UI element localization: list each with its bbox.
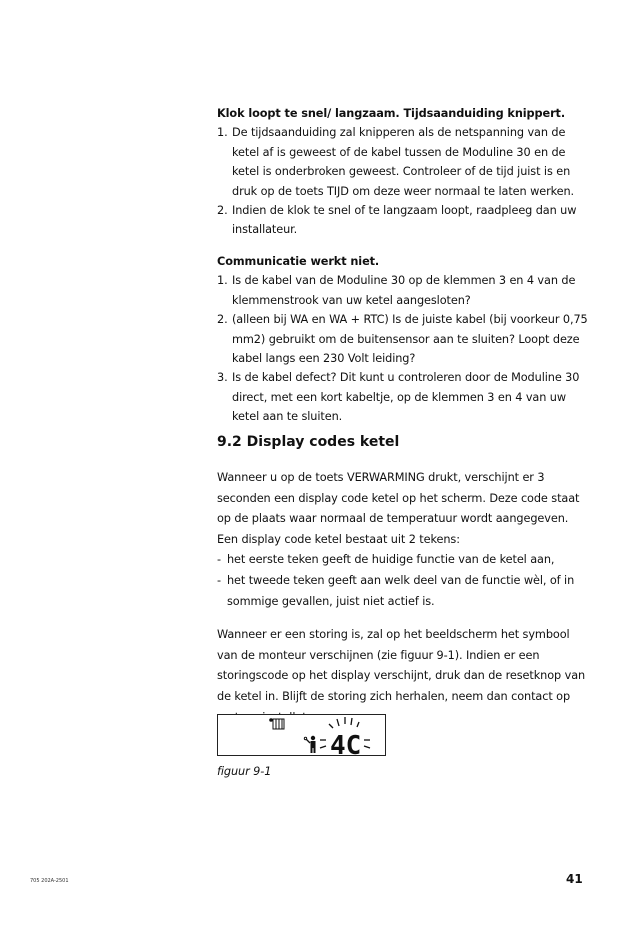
bullet-item: - het eerste teken geeft de huidige functie van de ketel aan, <box>217 553 555 567</box>
section-display-codes <box>217 468 589 728</box>
paragraph: Wanneer er een storing is, zal op het beeldscherm het symbool van de monteur verschijnen (zie figuur 9-1). Indien er een storingscode op het display verschijnt, druk dan de resetknop van de ketel in. Blijft de storing zich herhalen, neem dan contact op <box>217 628 586 703</box>
section-clock-list <box>217 123 589 239</box>
doc-code: 705 202A-2501 <box>30 878 69 884</box>
list-item: 3. Is de kabel defect? Dit kunt u controleren door de Moduline 30 direct, met een kort kabeltje, op de klemmen 3 en 4 van uw ketel aan te sluiten. <box>217 371 580 424</box>
section-clock <box>217 104 589 240</box>
page-number: 41 <box>566 872 583 886</box>
section-heading-display-codes: 9.2 Display codes ketel <box>217 434 400 450</box>
list-item: 2. (alleen bij WA en WA + RTC) Is de juiste kabel (bij voorkeur 0,75 mm2) gebruikt om de buitensensor aan te sluiten? Loopt deze kabel langs een 230 Volt leiding? <box>217 313 588 366</box>
bullet-item: - het tweede teken geeft aan welk deel van de functie wèl, of in sommige gevallen, juist niet actief is. <box>217 573 575 608</box>
list-item: 1. De tijdsaanduiding zal knipperen als de netspanning van de ketel af is geweest of de kabel tussen de Moduline 30 en de ketel is onderbroken geweest. Controleer of de tijd juist is en druk op de toets TIJD om deze weer normaal te laten werken. <box>217 126 575 198</box>
lcd-display-figure <box>217 714 386 756</box>
paragraph: Wanneer u op de toets VERWARMING drukt, verschijnt er 3 seconden een display code ketel op het scherm. Deze code staat op de plaats waar normaal de temperatuur wordt aangegeven. Een display code ketel bestaat uit 2 tekens: <box>217 471 580 546</box>
lcd-display-svg <box>217 714 386 756</box>
section-communication-heading: Communicatie werkt niet. <box>217 255 380 268</box>
section-clock-heading: Klok loopt te snel/ langzaam. Tijdsaanduiding knippert. <box>217 107 566 120</box>
section-communication <box>217 252 589 427</box>
lcd-code: 4C <box>330 731 362 756</box>
list-item: 2. Indien de klok te snel of te langzaam loopt, raadpleeg dan uw installateur. <box>217 204 577 237</box>
section-communication-list <box>217 271 589 426</box>
list-item: 1. Is de kabel van de Moduline 30 op de klemmen 3 en 4 van de klemmenstrook van uw ketel aangesloten? <box>217 274 576 307</box>
figure-caption: figuur 9-1 <box>217 765 272 778</box>
